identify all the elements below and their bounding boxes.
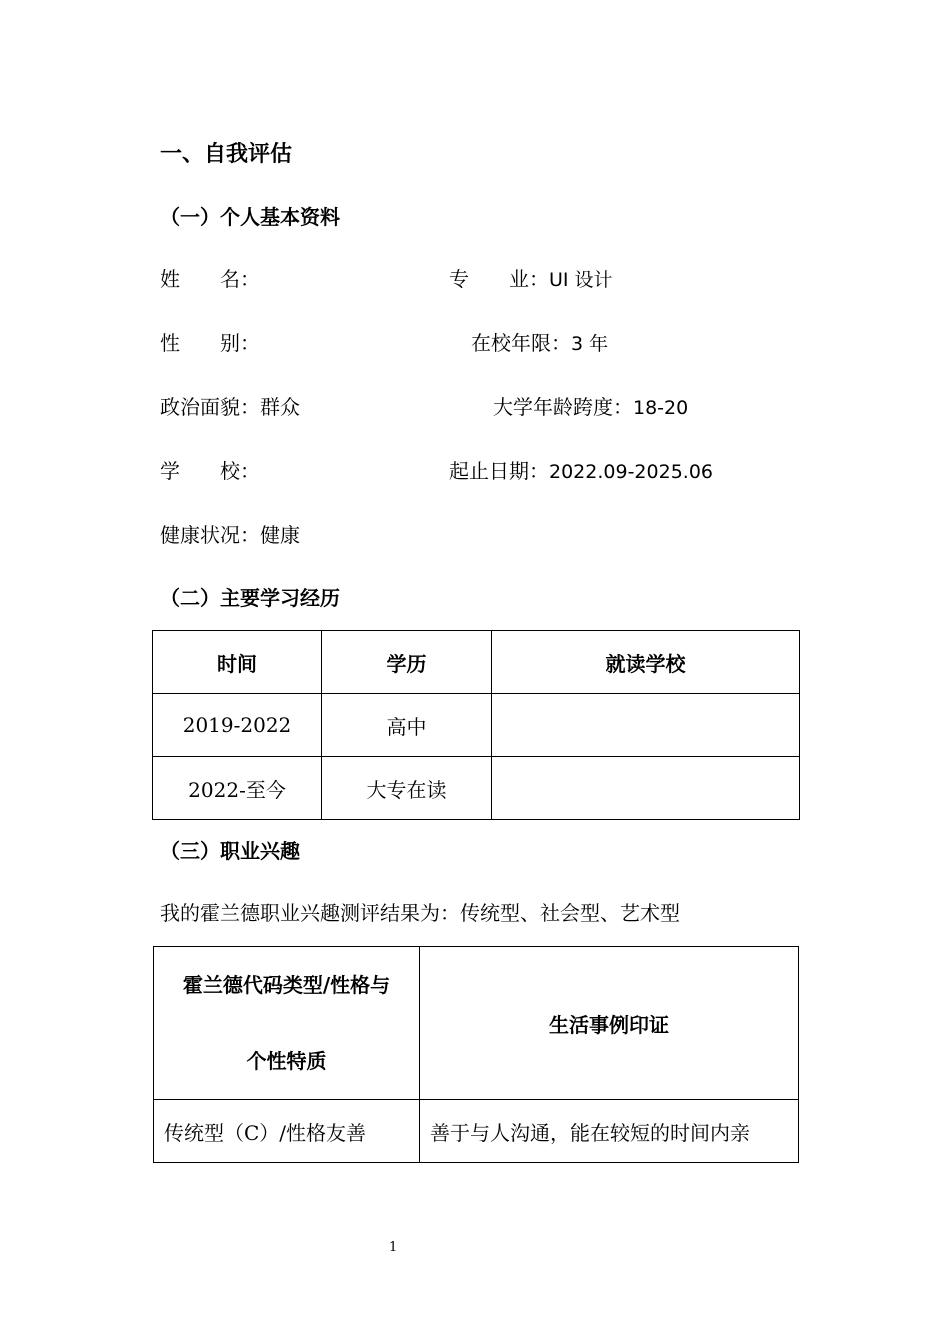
holland-result-text: 我的霍兰德职业兴趣测评结果为：传统型、社会型、艺术型 xyxy=(160,901,680,925)
political-value: 群众 xyxy=(260,395,300,419)
dates-label: 起止日期： xyxy=(449,459,549,483)
years-label: 在校年限： xyxy=(471,331,571,355)
section-career-interest-heading: （三）职业兴趣 xyxy=(160,839,300,863)
health-field xyxy=(160,519,300,548)
header-life-evidence: 生活事例印证 xyxy=(420,947,799,1100)
section-basic-info-heading: （一）个人基本资料 xyxy=(160,205,340,229)
years-value: 3 年 xyxy=(571,333,609,355)
table-row xyxy=(153,757,800,820)
age-value: 18-20 xyxy=(633,397,689,419)
edu-school-cell xyxy=(492,694,800,757)
dates-field xyxy=(449,455,713,484)
edu-degree-cell: 大专在读 xyxy=(322,757,492,820)
edu-school-cell xyxy=(492,757,800,820)
years-field xyxy=(471,327,608,356)
edu-time-cell: 2022-至今 xyxy=(153,757,322,820)
section-education-heading: （二）主要学习经历 xyxy=(160,586,340,610)
table-header-row xyxy=(153,631,800,694)
age-field xyxy=(493,391,688,420)
holland-type-cell: 传统型（C）/性格友善 xyxy=(154,1100,420,1163)
education-table xyxy=(152,630,800,820)
health-label: 健康状况： xyxy=(160,523,260,547)
major-field xyxy=(449,263,613,292)
header-time: 时间 xyxy=(153,631,322,694)
political-field xyxy=(160,391,300,420)
dates-value: 2022.09-2025.06 xyxy=(549,461,713,483)
table-row xyxy=(153,694,800,757)
header-holland-type-line1: 霍兰德代码类型/性格与 xyxy=(182,973,391,997)
age-label: 大学年龄跨度： xyxy=(493,395,633,419)
health-value: 健康 xyxy=(260,523,300,547)
edu-degree-cell: 高中 xyxy=(322,694,492,757)
gender-label: 性 别： xyxy=(160,331,260,355)
school-label: 学 校： xyxy=(160,459,260,483)
edu-time-cell: 2019-2022 xyxy=(153,694,322,757)
header-holland-type-line2: 个性特质 xyxy=(246,1049,327,1073)
header-degree: 学历 xyxy=(322,631,492,694)
page-number: 1 xyxy=(389,1240,398,1255)
holland-table xyxy=(153,946,799,1163)
name-label: 姓 名： xyxy=(160,267,260,291)
table-header-row xyxy=(154,947,799,1100)
page-title: 一、自我评估 xyxy=(160,142,293,167)
holland-evidence-cell: 善于与人沟通，能在较短的时间内亲 xyxy=(420,1100,799,1163)
table-row xyxy=(154,1100,799,1163)
major-value: UI 设计 xyxy=(549,269,613,291)
major-label: 专 业： xyxy=(449,267,549,291)
political-label: 政治面貌： xyxy=(160,395,260,419)
header-school: 就读学校 xyxy=(492,631,800,694)
header-holland-type xyxy=(154,947,420,1100)
